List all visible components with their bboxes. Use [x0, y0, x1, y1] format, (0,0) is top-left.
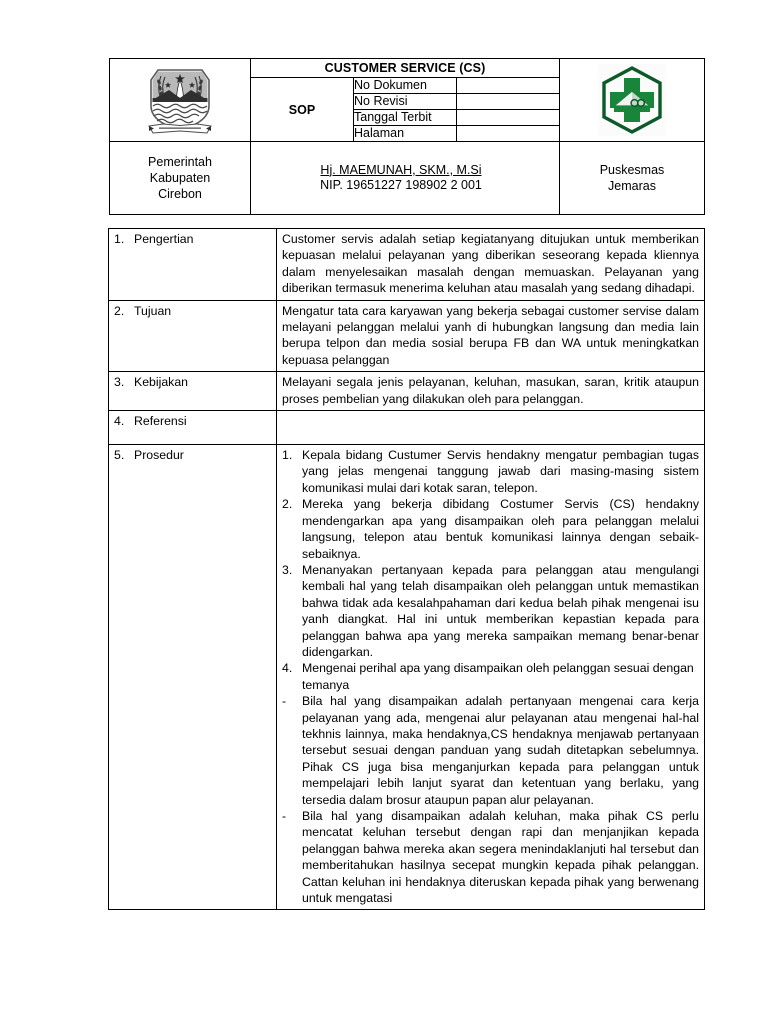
section-paragraph: Customer servis adalah setiap kegiatanyang ditujukan untuk memberikan kepuasan melalui pelayanan yang diberikan seseorang kepada kliennya dalam menyelesaikan masalah dengan memuaskan. Pelayanan yang diberikan termasuk menerima keluhan atau masalah yang sedang dihadapi. [282, 232, 699, 296]
section-label-text: Pengertian [134, 232, 194, 246]
list-item [282, 660, 699, 693]
list-marker: 1. [282, 448, 293, 463]
meta-label-tanggal-terbit: Tanggal Terbit [354, 110, 457, 126]
section-label-text: Kebijakan [134, 375, 189, 390]
meta-label-halaman: Halaman [354, 126, 457, 142]
puskesmas-logo-icon [598, 64, 666, 136]
section-body-tujuan [277, 300, 705, 372]
list-marker: 4. [282, 661, 293, 676]
government-line-2: Kabupaten [149, 171, 211, 185]
meta-label-no-revisi: No Revisi [354, 94, 457, 110]
list-item [282, 562, 699, 660]
table-row [109, 372, 705, 411]
section-body-prosedur [277, 445, 705, 910]
header-row-signature [110, 142, 705, 215]
section-label-prosedur [109, 445, 277, 910]
meta-value-tanggal-terbit[interactable] [457, 110, 560, 126]
table-row [109, 445, 705, 910]
table-row [109, 229, 705, 301]
section-label-tujuan [109, 300, 277, 372]
section-paragraph: Mengatur tata cara karyawan yang bekerja sebagai customer servise dalam melayani pelanggan melalui yanh di hubungkan langsung dan media lain berupa telpon dan media sosial berupa FB dan WA untuk meningkatkan kepuasa pelanggan [282, 303, 699, 367]
list-text: Bila hal yang disampaikan adalah pertanyaan mengenai cara kerja pelayanan yang ada, mengenai alur pelayanan atau mengenai hal-hal tekhnis lainnya, maka hendaknya,CS hendaknya menjawab pertanyaan tersebut sesuai dengan panduan yang sudah ditetapkan sebelumnya. Pihak CS juga bisa menganjurkan kepada para pelanggan untuk mempelajari lebih lanjut syarat dan ketentuan yang berlaku, yang tersedia dalam brosur ataupun papan alur pelayanan. [302, 694, 699, 807]
facility-line-1: Puskesmas [599, 163, 665, 177]
list-item [282, 496, 699, 562]
list-marker: - [282, 694, 287, 709]
government-line-1: Pemerintah [148, 155, 212, 169]
list-text: Mereka yang bekerja dibidang Costumer Servis (CS) hendakny mendengarkan apa yang disampaikan oleh para pelanggan melalui langsung, telepon atau bentuk komunikasi lainnya dengan sebaik-sebaiknya. [302, 497, 699, 561]
cirebon-regency-emblem-icon [145, 64, 215, 136]
cirebon-logo-cell [110, 59, 251, 142]
government-name [110, 142, 251, 215]
sop-content-table [108, 228, 705, 910]
list-text: Mengenai perihal apa yang disampaikan oleh pelanggan sesuai dengan temanya [302, 661, 694, 692]
table-row [109, 411, 705, 445]
section-number: 4. [114, 414, 125, 429]
signature-cell [251, 142, 560, 215]
list-marker: 3. [282, 562, 293, 577]
sop-header-table [109, 58, 705, 215]
meta-value-no-dokumen[interactable] [457, 78, 560, 94]
header-row-title [110, 59, 705, 78]
list-text: Menanyakan pertanyaan kepada para pelanggan atau mengulangi kembali hal yang telah disampaikan oleh pelanggan untuk memastikan bahwa tidak ada kesalahpahaman dari kedua belah pihak mengenai isu yanh diangkat. Hal ini untuk memberikan kepastian kepada para pelanggan bahwa apa yang mereka sampaikan memang benar-benar didengarkan. [302, 562, 699, 659]
section-label-text: Referensi [134, 414, 187, 429]
meta-label-no-dokumen: No Dokumen [354, 78, 457, 94]
puskesmas-logo-cell [560, 59, 705, 142]
list-item [282, 447, 699, 496]
government-line-3: Cirebon [158, 187, 202, 201]
section-number: 5. [114, 448, 125, 463]
meta-value-no-revisi[interactable] [457, 94, 560, 110]
section-number: 2. [114, 303, 125, 318]
list-text: Bila hal yang disampaikan adalah keluhan, maka pihak CS perlu mencatat keluhan tersebut dengan rapi dan menjanjikan kepada pelanggan bahwa mereka akan segera menindaklanjuti hal tersebut dan memberitahukan hasilnya secepat mungkin kepada pihak pelanggan. Cattan keluhan ini hendaknya diteruskan kepada pihak yang berwenang untuk mengatasi [302, 809, 699, 906]
section-label-text: Prosedur [134, 448, 184, 463]
list-text: Kepala bidang Custumer Servis hendakny mengatur pembagian tugas yang jelas mengenai tanggung jawab dari masing-masing sistem komunikasi mulai dari kotak saran, telepon. [302, 448, 699, 495]
list-item [282, 693, 699, 808]
signatory-name: Hj. MAEMUNAH, SKM., M.Si [320, 162, 482, 177]
section-label-referensi [109, 411, 277, 445]
section-body-kebijakan [277, 372, 705, 411]
list-item [282, 808, 699, 906]
facility-name [560, 142, 705, 215]
facility-line-2: Jemaras [608, 179, 656, 193]
section-body-referensi[interactable] [277, 411, 705, 445]
table-row [109, 300, 705, 372]
document-title: CUSTOMER SERVICE (CS) [251, 59, 560, 78]
sop-label: SOP [251, 78, 354, 142]
section-number: 3. [114, 375, 125, 390]
section-label-pengertian [109, 229, 277, 301]
list-marker: - [282, 809, 287, 823]
list-marker: 2. [282, 497, 293, 512]
section-paragraph: Melayani segala jenis pelayanan, keluhan, masukan, saran, kritik ataupun proses pembelian yang dilakukan oleh para pelanggan. [282, 375, 699, 406]
meta-value-halaman[interactable] [457, 126, 560, 142]
section-body-pengertian [277, 229, 705, 301]
section-number: 1. [114, 232, 125, 246]
section-label-kebijakan [109, 372, 277, 411]
signatory-nip: NIP. 19651227 198902 2 001 [320, 177, 482, 192]
section-label-text: Tujuan [134, 303, 172, 318]
